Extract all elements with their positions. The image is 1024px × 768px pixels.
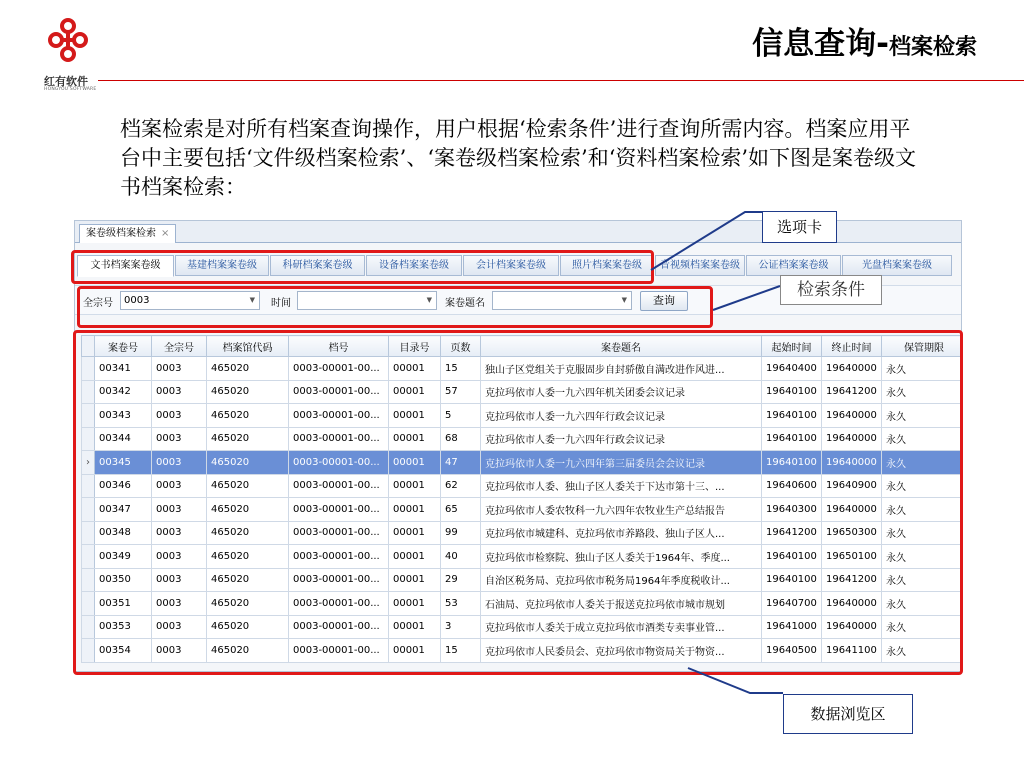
table-cell[interactable]: 19640100	[762, 404, 822, 428]
tab-archive-type-6[interactable]: 照片档案案卷级	[560, 255, 654, 276]
table-cell[interactable]: 19640000	[822, 404, 882, 428]
table-row[interactable]	[82, 404, 963, 428]
table-cell[interactable]: 永久	[882, 521, 963, 545]
tab-archive-type-8[interactable]: 公证档案案卷级	[746, 255, 841, 276]
table-cell[interactable]: 19640000	[822, 357, 882, 381]
table-cell[interactable]: 40	[441, 545, 481, 569]
fonds-value: 0003	[124, 295, 150, 306]
table-cell[interactable]: 0003-00001-00...	[289, 380, 389, 404]
logo-name-en: HONGYOU SOFTWARE	[44, 87, 97, 92]
table-cell[interactable]: 00001	[389, 427, 441, 451]
table-cell[interactable]: 19650300	[822, 521, 882, 545]
table-cell[interactable]: 0003-00001-00...	[289, 404, 389, 428]
table-cell[interactable]: 克拉玛依市人委农牧科一九六四年农牧业生产总结报告	[481, 498, 762, 522]
table-cell[interactable]: 独山子区党组关于克服固步自封骄傲自满改进作风进...	[481, 357, 762, 381]
header-divider	[98, 80, 1024, 81]
row-indicator[interactable]	[82, 474, 95, 498]
table-cell[interactable]: 00354	[95, 639, 152, 663]
table-cell[interactable]: 19640000	[822, 427, 882, 451]
table-cell[interactable]: 19640600	[762, 474, 822, 498]
table-cell[interactable]: 465020	[207, 498, 289, 522]
table-cell[interactable]: 00342	[95, 380, 152, 404]
tab-archive-type-5[interactable]: 会计档案案卷级	[463, 255, 559, 276]
table-cell[interactable]: 465020	[207, 568, 289, 592]
table-cell[interactable]: 0003	[152, 521, 207, 545]
archive-table	[81, 335, 962, 663]
table-cell[interactable]: 65	[441, 498, 481, 522]
table-cell[interactable]: 465020	[207, 615, 289, 639]
chevron-down-icon: ▼	[621, 296, 627, 304]
tab-archive-type-2[interactable]: 基建档案案卷级	[175, 255, 269, 276]
table-cell[interactable]: 00001	[389, 568, 441, 592]
row-pointer-icon[interactable]: ›	[82, 451, 95, 475]
row-indicator[interactable]	[82, 521, 95, 545]
table-cell[interactable]: 00341	[95, 357, 152, 381]
table-cell[interactable]: 00001	[389, 545, 441, 569]
table-cell[interactable]: 克拉玛依市人民委员会、克拉玛依市物资局关于物资...	[481, 639, 762, 663]
table-cell[interactable]: 永久	[882, 404, 963, 428]
table-cell[interactable]: 永久	[882, 639, 963, 663]
table-cell[interactable]: 465020	[207, 592, 289, 616]
row-indicator[interactable]	[82, 615, 95, 639]
table-cell[interactable]: 0003	[152, 404, 207, 428]
table-cell[interactable]: 克拉玛依市人委、独山子区人委关于下达市第十三、...	[481, 474, 762, 498]
table-row[interactable]	[82, 639, 963, 663]
column-header[interactable]: 目录号	[389, 336, 441, 357]
time-select[interactable]	[297, 291, 437, 310]
table-cell[interactable]: 00350	[95, 568, 152, 592]
table-cell[interactable]: 0003	[152, 427, 207, 451]
column-header[interactable]: 案卷号	[95, 336, 152, 357]
table-cell[interactable]: 0003	[152, 615, 207, 639]
table-cell[interactable]: 0003-00001-00...	[289, 568, 389, 592]
table-cell[interactable]: 465020	[207, 639, 289, 663]
callout-tabs: 选项卡	[762, 211, 837, 243]
slide-title-main: 信息查询-	[752, 26, 889, 62]
table-cell[interactable]: 永久	[882, 451, 963, 475]
table-cell[interactable]: 465020	[207, 474, 289, 498]
table-cell[interactable]: 19640100	[762, 380, 822, 404]
table-cell[interactable]: 00344	[95, 427, 152, 451]
table-cell[interactable]: 0003-00001-00...	[289, 639, 389, 663]
table-cell[interactable]: 00001	[389, 615, 441, 639]
table-cell[interactable]: 465020	[207, 357, 289, 381]
table-cell[interactable]: 00001	[389, 451, 441, 475]
table-cell[interactable]: 自治区税务局、克拉玛依市税务局1964年季度税收计...	[481, 568, 762, 592]
table-cell[interactable]: 53	[441, 592, 481, 616]
table-header-row	[82, 336, 963, 357]
callout-browse: 数据浏览区	[783, 694, 913, 734]
column-header[interactable]: 档案馆代码	[207, 336, 289, 357]
table-cell[interactable]: 00346	[95, 474, 152, 498]
table-cell[interactable]: 0003	[152, 357, 207, 381]
callout-search: 检索条件	[780, 275, 882, 305]
table-cell[interactable]: 19641100	[822, 639, 882, 663]
table-cell[interactable]: 00001	[389, 521, 441, 545]
title-select[interactable]	[492, 291, 632, 310]
table-cell[interactable]: 00349	[95, 545, 152, 569]
table-cell[interactable]: 15	[441, 357, 481, 381]
table-cell[interactable]: 68	[441, 427, 481, 451]
table-cell[interactable]: 永久	[882, 592, 963, 616]
row-indicator[interactable]	[82, 545, 95, 569]
table-cell[interactable]: 3	[441, 615, 481, 639]
table-cell[interactable]: 0003-00001-00...	[289, 521, 389, 545]
red-knot-logo-icon	[46, 16, 90, 68]
row-indicator[interactable]	[82, 357, 95, 381]
table-cell[interactable]: 15	[441, 639, 481, 663]
table-cell[interactable]: 19640100	[762, 545, 822, 569]
table-cell[interactable]: 19650100	[822, 545, 882, 569]
table-cell[interactable]: 19640100	[762, 427, 822, 451]
table-cell[interactable]: 62	[441, 474, 481, 498]
tab-archive-type-3[interactable]: 科研档案案卷级	[270, 255, 365, 276]
column-header[interactable]: 全宗号	[152, 336, 207, 357]
slide-title	[752, 18, 977, 63]
tab-archive-type-9[interactable]: 光盘档案案卷级	[842, 255, 952, 276]
table-row[interactable]	[82, 451, 963, 475]
table-cell[interactable]: 克拉玛依市城建科、克拉玛依市养路段、独山子区人...	[481, 521, 762, 545]
column-header[interactable]: 档号	[289, 336, 389, 357]
table-row[interactable]	[82, 427, 963, 451]
table-cell[interactable]: 57	[441, 380, 481, 404]
close-icon[interactable]: ×	[161, 228, 170, 239]
fonds-select[interactable]	[120, 291, 260, 310]
row-indicator[interactable]	[82, 380, 95, 404]
intro-paragraph: 档案检索是对所有档案查询操作，用户根据‘检索条件’进行查询所需内容。档案应用平台中主要包括‘文件级档案检索’、‘案卷级档案检索’和‘资料档案检索’如下图是案卷级文书档案检索：	[120, 117, 917, 199]
chevron-down-icon: ▼	[249, 296, 255, 304]
table-cell[interactable]: 0003	[152, 592, 207, 616]
table-cell[interactable]: 19641200	[822, 380, 882, 404]
table-cell[interactable]: 克拉玛依市人委一九六四年行政会议记录	[481, 427, 762, 451]
table-cell[interactable]: 0003	[152, 380, 207, 404]
table-cell[interactable]: 47	[441, 451, 481, 475]
table-cell[interactable]: 0003-00001-00...	[289, 474, 389, 498]
table-row[interactable]	[82, 380, 963, 404]
table-cell[interactable]: 19640000	[822, 592, 882, 616]
table-cell[interactable]: 19640000	[822, 615, 882, 639]
table-row[interactable]	[82, 615, 963, 639]
table-row[interactable]	[82, 357, 963, 381]
table-row[interactable]	[82, 498, 963, 522]
row-indicator[interactable]	[82, 404, 95, 428]
logo-name: 红有软件	[44, 75, 88, 88]
column-header[interactable]: 保管期限	[882, 336, 963, 357]
table-cell[interactable]: 0003-00001-00...	[289, 545, 389, 569]
table-cell[interactable]: 永久	[882, 380, 963, 404]
row-indicator[interactable]	[82, 568, 95, 592]
row-indicator[interactable]	[82, 427, 95, 451]
table-cell[interactable]: 465020	[207, 545, 289, 569]
table-cell[interactable]: 永久	[882, 568, 963, 592]
tab-archive-search-label: 案卷级档案检索	[86, 228, 156, 239]
table-cell[interactable]: 00351	[95, 592, 152, 616]
table-cell[interactable]: 00001	[389, 639, 441, 663]
table-cell[interactable]: 465020	[207, 380, 289, 404]
table-cell[interactable]: 00001	[389, 380, 441, 404]
fonds-label: 全宗号	[83, 298, 113, 309]
table-cell[interactable]: 克拉玛依市人委一九六四年第三届委员会会议记录	[481, 451, 762, 475]
table-row[interactable]	[82, 521, 963, 545]
table-cell[interactable]: 永久	[882, 615, 963, 639]
row-indicator-header	[82, 336, 95, 357]
row-indicator[interactable]	[82, 592, 95, 616]
table-cell[interactable]: 19641000	[762, 615, 822, 639]
table-cell[interactable]: 永久	[882, 498, 963, 522]
table-cell[interactable]: 00347	[95, 498, 152, 522]
tab-archive-type-1[interactable]: 文书档案案卷级	[77, 255, 174, 277]
table-cell[interactable]: 00348	[95, 521, 152, 545]
table-cell[interactable]: 00345	[95, 451, 152, 475]
table-cell[interactable]: 00001	[389, 592, 441, 616]
table-cell[interactable]: 永久	[882, 427, 963, 451]
table-cell[interactable]: 99	[441, 521, 481, 545]
table-cell[interactable]: 0003	[152, 474, 207, 498]
table-cell[interactable]: 29	[441, 568, 481, 592]
column-header[interactable]: 案卷题名	[481, 336, 762, 357]
table-cell[interactable]: 0003	[152, 545, 207, 569]
table-body	[82, 357, 963, 663]
column-header[interactable]: 终止时间	[822, 336, 882, 357]
query-button[interactable]: 查询	[640, 291, 688, 311]
table-cell[interactable]: 19640000	[822, 498, 882, 522]
table-cell[interactable]: 00001	[389, 474, 441, 498]
slide-title-sub: 档案检索	[888, 35, 977, 60]
table-cell[interactable]: 0003	[152, 639, 207, 663]
table-cell[interactable]: 465020	[207, 404, 289, 428]
table-cell[interactable]: 00001	[389, 357, 441, 381]
table-cell[interactable]: 石油局、克拉玛依市人委关于报送克拉玛依市城市规划	[481, 592, 762, 616]
table-cell[interactable]: 克拉玛依市人委一九六四年行政会议记录	[481, 404, 762, 428]
table-cell[interactable]: 0003-00001-00...	[289, 592, 389, 616]
table-cell[interactable]: 19641200	[762, 521, 822, 545]
table-cell[interactable]: 克拉玛依市人委一九六四年机关团委会议记录	[481, 380, 762, 404]
table-row[interactable]	[82, 568, 963, 592]
table-cell[interactable]: 00001	[389, 404, 441, 428]
table-cell[interactable]: 19640100	[762, 568, 822, 592]
table-cell[interactable]: 19640400	[762, 357, 822, 381]
column-header[interactable]: 页数	[441, 336, 481, 357]
table-cell[interactable]: 19640500	[762, 639, 822, 663]
table-cell[interactable]: 0003	[152, 451, 207, 475]
table-cell[interactable]: 465020	[207, 521, 289, 545]
tab-archive-type-4[interactable]: 设备档案案卷级	[366, 255, 462, 276]
archive-type-tabs	[77, 255, 962, 277]
table-cell[interactable]: 19640100	[762, 451, 822, 475]
table-cell[interactable]: 0003-00001-00...	[289, 615, 389, 639]
table-cell[interactable]: 00343	[95, 404, 152, 428]
table-cell[interactable]: 19640700	[762, 592, 822, 616]
table-cell[interactable]: 永久	[882, 474, 963, 498]
table-cell[interactable]: 0003	[152, 498, 207, 522]
table-cell[interactable]: 0003-00001-00...	[289, 357, 389, 381]
tab-archive-type-7[interactable]: 音视频档案案卷级	[655, 255, 745, 276]
table-cell[interactable]: 19640300	[762, 498, 822, 522]
table-row[interactable]	[82, 545, 963, 569]
table-cell[interactable]: 0003-00001-00...	[289, 427, 389, 451]
table-cell[interactable]: 00353	[95, 615, 152, 639]
column-header[interactable]: 起始时间	[762, 336, 822, 357]
tab-archive-search[interactable]	[79, 224, 176, 243]
table-cell[interactable]: 0003-00001-00...	[289, 451, 389, 475]
table-cell[interactable]: 克拉玛依市检察院、独山子区人委关于1964年、季度...	[481, 545, 762, 569]
table-row[interactable]	[82, 474, 963, 498]
table-cell[interactable]: 19641200	[822, 568, 882, 592]
table-row[interactable]	[82, 592, 963, 616]
table-cell[interactable]: 465020	[207, 451, 289, 475]
table-cell[interactable]: 465020	[207, 427, 289, 451]
table-cell[interactable]: 5	[441, 404, 481, 428]
table-cell[interactable]: 19640900	[822, 474, 882, 498]
title-label: 案卷题名	[445, 298, 485, 309]
row-indicator[interactable]	[82, 639, 95, 663]
table-cell[interactable]: 永久	[882, 357, 963, 381]
time-label: 时间	[271, 298, 291, 309]
table-cell[interactable]: 19640000	[822, 451, 882, 475]
table-cell[interactable]: 克拉玛依市人委关于成立克拉玛依市酒类专卖事业管...	[481, 615, 762, 639]
company-logo	[44, 16, 114, 96]
chevron-down-icon: ▼	[426, 296, 432, 304]
row-indicator[interactable]	[82, 498, 95, 522]
table-cell[interactable]: 00001	[389, 498, 441, 522]
table-cell[interactable]: 0003-00001-00...	[289, 498, 389, 522]
table-cell[interactable]: 永久	[882, 545, 963, 569]
table-cell[interactable]: 0003	[152, 568, 207, 592]
